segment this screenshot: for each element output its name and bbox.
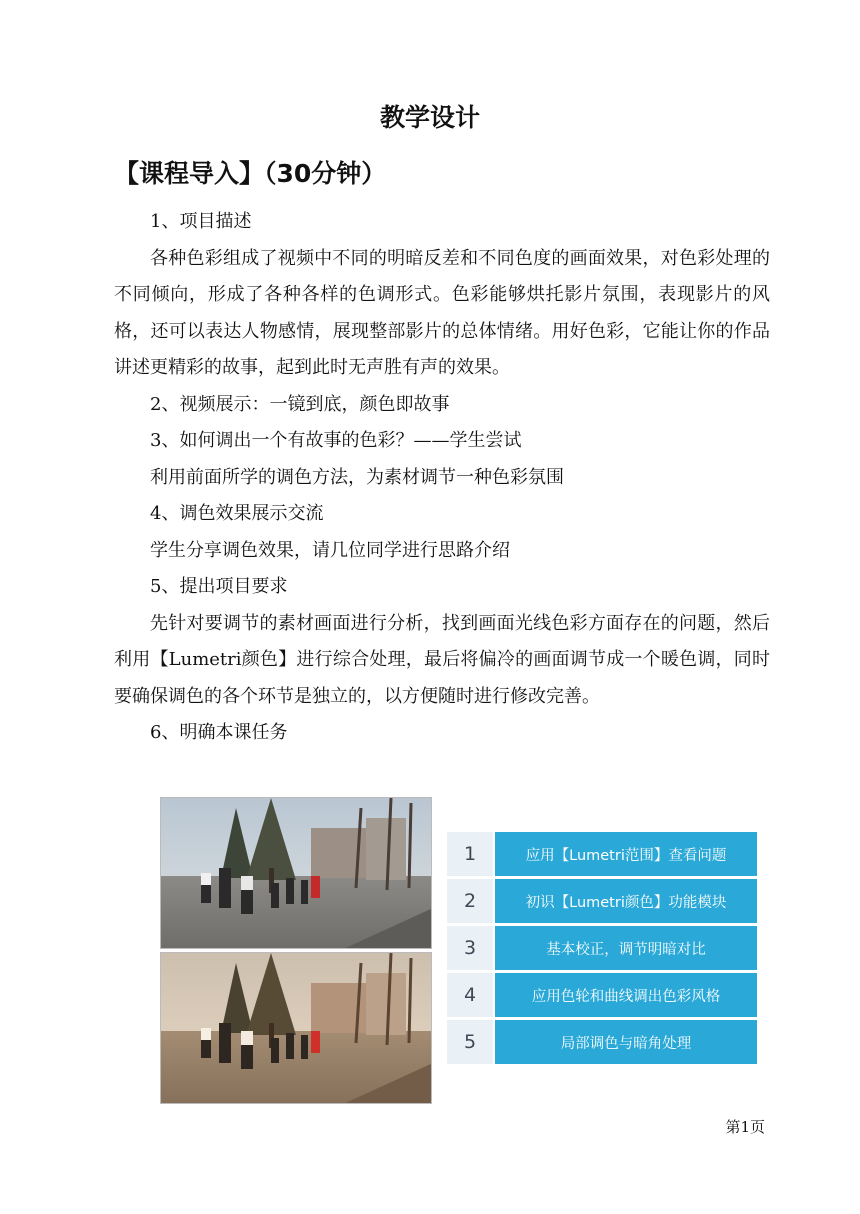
paragraph-item-2: 2、视频展示：一镜到底，颜色即故事	[150, 393, 450, 415]
task-row	[447, 926, 757, 970]
page-number: 第1页	[725, 1118, 765, 1136]
photo-before	[160, 797, 432, 949]
body-text	[114, 204, 770, 752]
task-number: 1	[447, 832, 493, 876]
paragraph-item-5: 5、提出项目要求	[150, 576, 288, 597]
task-row	[447, 973, 757, 1017]
task-label: 局部调色与暗角处理	[495, 1020, 757, 1064]
task-label: 应用【Lumetri范围】查看问题	[495, 832, 757, 876]
task-label: 基本校正，调节明暗对比	[495, 926, 757, 970]
paragraph-item-1: 1、项目描述	[150, 211, 252, 232]
paragraph-project-description: 各种色彩组成了视频中不同的明暗反差和不同色度的画面效果，对色彩处理的不同倾向，形成了各种各样的色调形式。色彩能够烘托影片氛围，表现影片的风格，还可以表达人物感情，展现整部影片的总体情绪。用好色彩，它能让你的作品讲述更精彩的故事，起到此时无声胜有声的效果。	[114, 247, 770, 378]
paragraph-item-3-detail: 利用前面所学的调色方法，为素材调节一种色彩氛围	[150, 466, 564, 488]
task-row	[447, 1020, 757, 1064]
task-number: 4	[447, 973, 493, 1017]
task-row	[447, 832, 757, 876]
paragraph-item-4-detail: 学生分享调色效果，请几位同学进行思路介绍	[150, 539, 510, 561]
task-row	[447, 879, 757, 923]
page-title: 教学设计	[379, 103, 480, 132]
paragraph-item-6: 6、明确本课任务	[150, 722, 288, 743]
task-list	[447, 832, 757, 1067]
task-figure	[160, 797, 760, 1107]
task-number: 5	[447, 1020, 493, 1064]
photo-after	[160, 952, 432, 1104]
task-label: 应用色轮和曲线调出色彩风格	[495, 973, 757, 1017]
task-number: 3	[447, 926, 493, 970]
section-heading: 【课程导入】（30分钟）	[114, 159, 387, 188]
task-label: 初识【Lumetri颜色】功能模块	[495, 879, 757, 923]
paragraph-item-4: 4、调色效果展示交流	[150, 503, 324, 524]
paragraph-item-3: 3、如何调出一个有故事的色彩？——学生尝试	[150, 430, 522, 451]
paragraph-requirements: 先针对要调节的素材画面进行分析，找到画面光线色彩方面存在的问题，然后利用【Lumetri颜色】进行综合处理，最后将偏冷的画面调节成一个暖色调，同时要确保调色的各个环节是独立的，以方便随时进行修改完善。	[114, 612, 770, 707]
task-number: 2	[447, 879, 493, 923]
